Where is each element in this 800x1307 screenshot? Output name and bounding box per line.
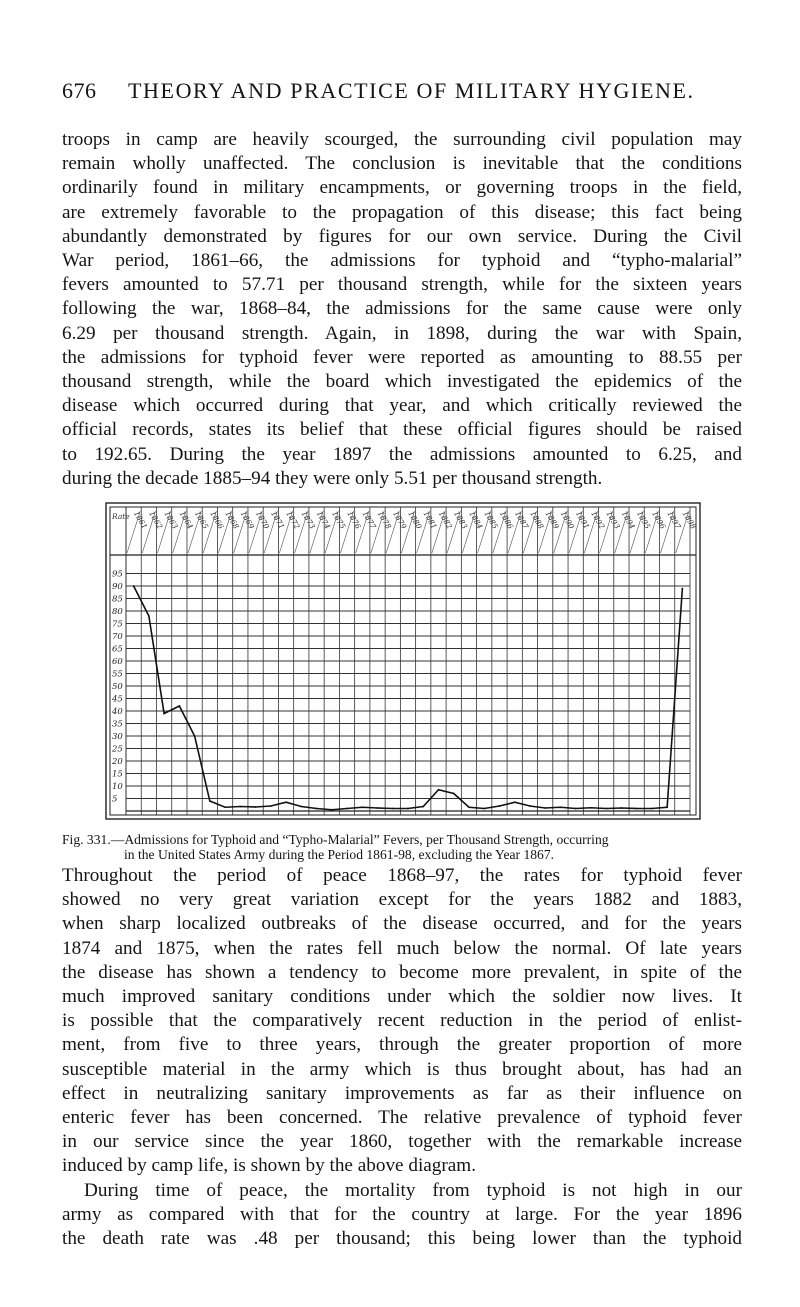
text-line: disease which occurred during that year, and which critically reviewed the <box>62 395 742 417</box>
year-label: 1896 <box>650 509 668 531</box>
text-line: the death rate was .48 per thousand; this being lower than the typhoid <box>62 1228 742 1250</box>
year-label: 1871 <box>269 509 287 531</box>
y-tick-label: 40 <box>112 707 123 717</box>
y-tick-label: 70 <box>112 632 123 642</box>
year-label: 1878 <box>375 509 394 531</box>
text-line: Throughout the period of peace 1868–97, the rates for typhoid fever <box>62 865 742 886</box>
text-line: War period, 1861–66, the admissions for typhoid and “typho-malarial” <box>62 250 742 272</box>
y-tick-label: 45 <box>112 694 123 705</box>
year-label: 1897 <box>665 509 683 531</box>
data-point <box>590 807 592 809</box>
y-tick-label: 30 <box>112 732 123 742</box>
data-point <box>483 808 485 810</box>
paragraph-1 <box>62 128 742 491</box>
paragraph-2 <box>62 864 742 1251</box>
data-point <box>163 713 165 715</box>
text-line: abundantly demonstrated by figures for our own service. During the Civil <box>62 225 742 247</box>
year-label: 1890 <box>558 509 577 531</box>
data-point <box>438 789 440 791</box>
chart-svg <box>102 477 702 832</box>
admissions-chart <box>102 477 702 832</box>
text-line: the disease has shown a tendency to become more prevalent, in spite of the <box>62 961 742 983</box>
data-point <box>331 809 333 811</box>
year-label: 1886 <box>497 509 516 531</box>
text-line: showed no very great variation except for the years 1882 and 1883, <box>62 889 742 911</box>
data-point <box>453 793 455 795</box>
data-point <box>316 808 318 810</box>
y-tick-label: 25 <box>112 744 123 755</box>
y-tick-label: 75 <box>112 619 123 630</box>
year-label: 1864 <box>177 509 195 531</box>
data-point <box>560 806 562 808</box>
data-point <box>285 801 287 803</box>
data-point <box>605 808 607 810</box>
year-label: 1868 <box>223 509 241 531</box>
year-label: 1873 <box>299 509 317 531</box>
data-point <box>544 807 546 809</box>
year-label: 1885 <box>482 509 500 531</box>
y-tick-label: 20 <box>112 757 123 767</box>
year-label: 1869 <box>238 509 256 531</box>
data-point <box>392 808 394 810</box>
y-tick-label: 60 <box>112 657 123 667</box>
year-label: 1891 <box>573 509 592 531</box>
text-line: fevers amounted to 57.71 per thousand strength, while for the sixteen years <box>62 274 742 296</box>
y-tick-label: 95 <box>112 569 123 580</box>
year-label: 1863 <box>162 509 180 531</box>
data-point <box>407 808 409 810</box>
text-line: official records, states its belief that these official figures should be raised <box>62 419 742 441</box>
data-point <box>300 806 302 808</box>
text-line: are extremely favorable to the propagation of this disease; this fact being <box>62 201 742 223</box>
year-label: 1881 <box>421 509 439 531</box>
figure-caption <box>62 832 752 862</box>
data-point <box>377 807 379 809</box>
year-label: 1888 <box>528 509 546 531</box>
y-tick-label: 35 <box>112 719 123 730</box>
year-label: 1879 <box>391 509 409 531</box>
page-number: 676 <box>62 78 97 103</box>
y-tick-label: 90 <box>112 582 123 592</box>
year-label: 1880 <box>406 509 424 531</box>
year-label: 1892 <box>589 509 607 531</box>
data-point <box>636 808 638 810</box>
data-point <box>499 805 501 807</box>
year-label: 1874 <box>314 509 333 531</box>
y-tick-label: 85 <box>112 594 123 605</box>
year-label: 1895 <box>634 509 653 531</box>
text-line: much improved sanitary conditions under which the soldier now lives. It <box>62 986 742 1008</box>
data-point <box>621 807 623 809</box>
data-point <box>468 806 470 808</box>
data-point <box>255 806 257 808</box>
text-line: effect in neutralizing sanitary improvements as far as their influence on <box>62 1082 742 1104</box>
year-label: 1877 <box>360 509 378 531</box>
text-line: in our service since the year 1860, together with the remarkable increase <box>62 1131 742 1153</box>
caption-line-1: Fig. 331.—Admissions for Typhoid and “Typho-Malarial” Fevers, per Thousand Strength, occurring <box>62 832 609 847</box>
data-point <box>133 585 135 587</box>
year-label: 1862 <box>147 509 165 531</box>
data-point <box>209 800 211 802</box>
text-line: troops in camp are heavily scourged, the surrounding civil population may <box>62 129 742 150</box>
text-line: army as compared with that for the country at large. For the year 1896 <box>62 1203 742 1225</box>
year-label: 1898 <box>680 509 698 531</box>
corner-label: Rate <box>112 512 130 521</box>
year-label: 1884 <box>467 509 485 531</box>
text-line: 6.29 per thousand strength. Again, in 1898, during the war with Spain, <box>62 322 742 344</box>
y-tick-label: 65 <box>112 644 123 655</box>
year-label: 1893 <box>604 509 622 531</box>
year-label: 1889 <box>543 509 561 531</box>
data-point <box>224 806 226 808</box>
data-point <box>148 615 150 617</box>
year-label: 1866 <box>208 509 226 531</box>
text-line: remain wholly unaffected. The conclusion is inevitable that the conditions <box>62 153 742 175</box>
text-line: following the war, 1868–84, the admissions for the same cause were only <box>62 298 742 320</box>
year-label: 1872 <box>284 509 302 531</box>
y-tick-label: 5 <box>112 794 118 805</box>
data-point <box>361 806 363 808</box>
text-line: susceptible material in the army which is thus brought about, has had an <box>62 1058 742 1080</box>
caption-line-2: in the United States Army during the Period 1861-98, excluding the Year 1867. <box>124 847 555 862</box>
text-line: to 192.65. During the year 1897 the admissions amounted to 6.25, and <box>62 443 742 465</box>
text-line: ment, from five to three years, through the greater proportion of more <box>62 1034 742 1056</box>
y-tick-label: 55 <box>112 669 123 680</box>
text-line: is possible that the comparatively recent reduction in the period of enlist- <box>62 1010 742 1032</box>
y-tick-label: 50 <box>112 682 123 692</box>
data-point <box>178 705 180 707</box>
data-point <box>575 808 577 810</box>
page-header <box>62 78 742 118</box>
text-line: during the decade 1885–94 they were only 5.51 per thousand strength. <box>62 467 603 489</box>
data-point <box>529 805 531 807</box>
text-line: 1874 and 1875, when the rates fell much below the normal. Of late years <box>62 937 742 959</box>
data-point <box>514 801 516 803</box>
text-line: thousand strength, while the board which investigated the epidemics of the <box>62 371 742 393</box>
year-label: 1894 <box>619 509 638 531</box>
year-label: 1861 <box>131 509 150 531</box>
series-line <box>134 586 683 810</box>
text-line: when sharp localized outbreaks of the disease occurred, and for the years <box>62 913 742 935</box>
year-label: 1870 <box>253 509 272 531</box>
data-point <box>666 806 668 808</box>
data-point <box>194 735 196 737</box>
year-label: 1875 <box>330 509 348 531</box>
data-point <box>346 808 348 810</box>
text-line: During time of peace, the mortality from typhoid is not high in our <box>84 1179 742 1201</box>
year-label: 1882 <box>436 509 455 531</box>
text-line: induced by camp life, is shown by the above diagram. <box>62 1155 477 1177</box>
data-point <box>651 808 653 810</box>
data-point <box>422 806 424 808</box>
running-head: THEORY AND PRACTICE OF MILITARY HYGIENE. <box>128 78 695 103</box>
text-line: ordinarily found in military encampments, or governing troops in the field, <box>62 177 742 199</box>
text-line: enteric fever has been concerned. The relative prevalence of typhoid fever <box>62 1107 742 1129</box>
y-tick-label: 10 <box>112 782 123 792</box>
data-point <box>681 588 683 590</box>
year-label: 1883 <box>451 509 470 531</box>
y-tick-label: 15 <box>112 769 123 780</box>
year-label: 1865 <box>192 509 211 531</box>
text-line: the admissions for typhoid fever were reported as amounting to 88.55 per <box>62 346 742 368</box>
year-label: 1876 <box>345 509 363 531</box>
year-label: 1887 <box>512 509 531 531</box>
data-point <box>270 805 272 807</box>
y-tick-label: 80 <box>112 607 123 617</box>
data-point <box>239 806 241 808</box>
